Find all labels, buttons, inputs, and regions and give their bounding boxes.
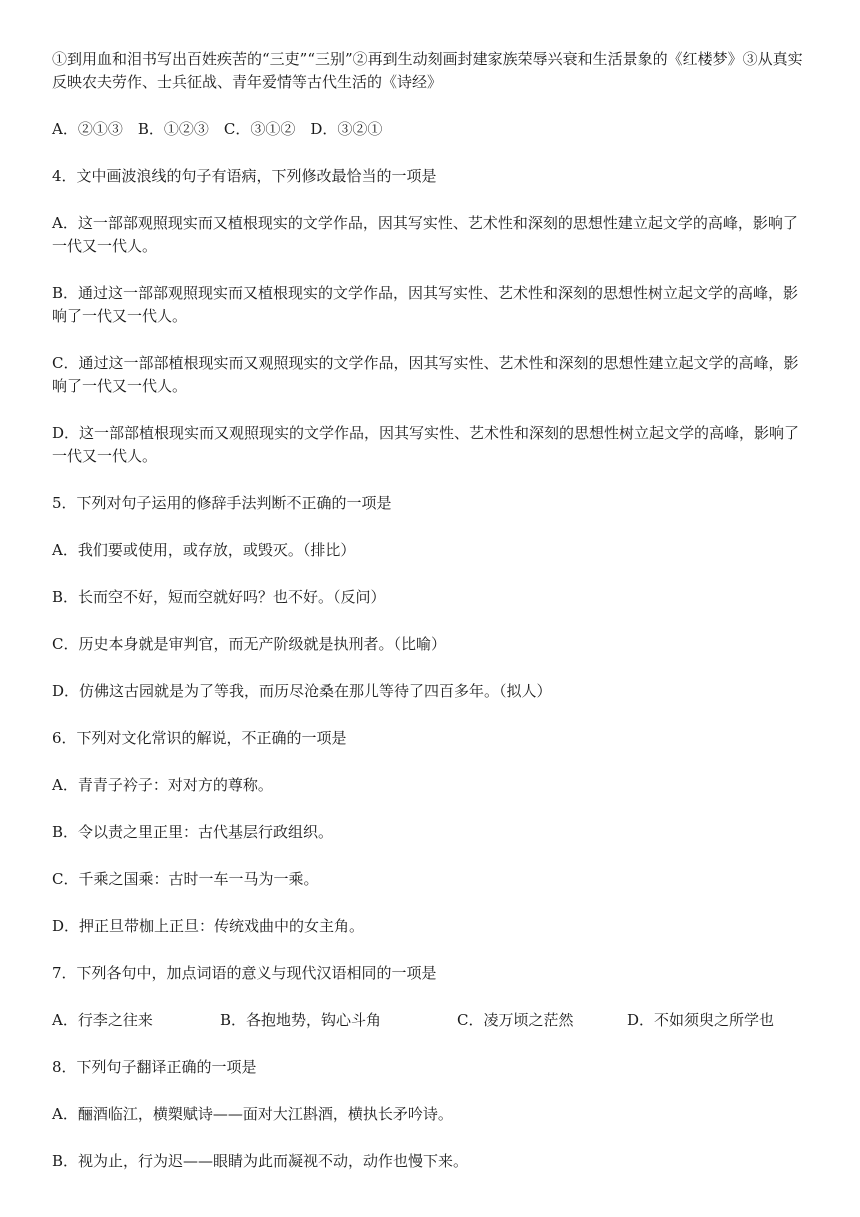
q8-stem: 8．下列句子翻译正确的一项是 <box>52 1058 257 1076</box>
q8-option-a: A．酾酒临江，横槊赋诗——面对大江斟酒，横执长矛吟诗。 <box>52 1105 453 1123</box>
q6-option-c: C．千乘之国乘：古时一车一马为一乘。 <box>52 870 319 888</box>
q5-option-a: A．我们要或使用，或存放，或毁灭。（排比） <box>52 541 356 559</box>
q4-option-c: C．通过这一部部植根现实而又观照现实的文学作品，因其写实性、艺术性和深刻的思想性建立起文学的高峰，影响了一代又一代人。 <box>52 354 799 395</box>
q5-option-d: D．仿佛这古园就是为了等我，而历尽沧桑在那儿等待了四百多年。（拟人） <box>52 682 552 700</box>
q6-option-d: D．押正旦带枷上正旦：传统戏曲中的女主角。 <box>52 917 365 935</box>
q4-option-b: B．通过这一部部观照现实而又植根现实的文学作品，因其写实性、艺术性和深刻的思想性树立起文学的高峰，影响了一代又一代人。 <box>52 284 799 325</box>
q5-option-c: C．历史本身就是审判官，而无产阶级就是执刑者。（比喻） <box>52 635 446 653</box>
q7-stem: 7．下列各句中，加点词语的意义与现代汉语相同的一项是 <box>52 964 437 982</box>
q7-option-c: C．凌万顷之茫然 <box>457 1011 574 1029</box>
q4-stem: 4．文中画波浪线的句子有语病，下列修改最恰当的一项是 <box>52 167 437 185</box>
q7-option-b: B．各抱地势，钩心斗角 <box>220 1011 382 1029</box>
q6-option-b: B．令以责之里正里：古代基层行政组织。 <box>52 823 334 841</box>
q5-option-b: B．长而空不好，短而空就好吗？也不好。（反问） <box>52 588 386 606</box>
q8-option-b: B．视为止，行为迟——眼睛为此而凝视不动，动作也慢下来。 <box>52 1152 469 1170</box>
q7-options <box>52 1009 812 1032</box>
q5-stem: 5．下列对句子运用的修辞手法判断不正确的一项是 <box>52 494 392 512</box>
document-page <box>52 48 812 1197</box>
q3-options: A．②①③ B．①②③ C．③①② D．③②① <box>52 120 383 138</box>
q6-stem: 6．下列对文化常识的解说，不正确的一项是 <box>52 729 347 747</box>
q4-option-a: A．这一部部观照现实而又植根现实的文学作品，因其写实性、艺术性和深刻的思想性建立起文学的高峰，影响了一代又一代人。 <box>52 214 798 255</box>
q7-option-a: A．行李之往来 <box>52 1011 153 1029</box>
q4-option-d: D．这一部部植根现实而又观照现实的文学作品，因其写实性、艺术性和深刻的思想性树立起文学的高峰，影响了一代又一代人。 <box>52 424 800 465</box>
q3-sequence-text: ①到用血和泪书写出百姓疾苦的“三吏”“三别”②再到生动刻画封建家族荣辱兴衰和生活景象的《红楼梦》③从真实反映农夫劳作、士兵征战、青年爱情等古代生活的《诗经》 <box>52 50 803 91</box>
q7-option-d: D．不如须臾之所学也 <box>627 1011 775 1029</box>
q6-option-a: A．青青子衿子：对对方的尊称。 <box>52 776 273 794</box>
